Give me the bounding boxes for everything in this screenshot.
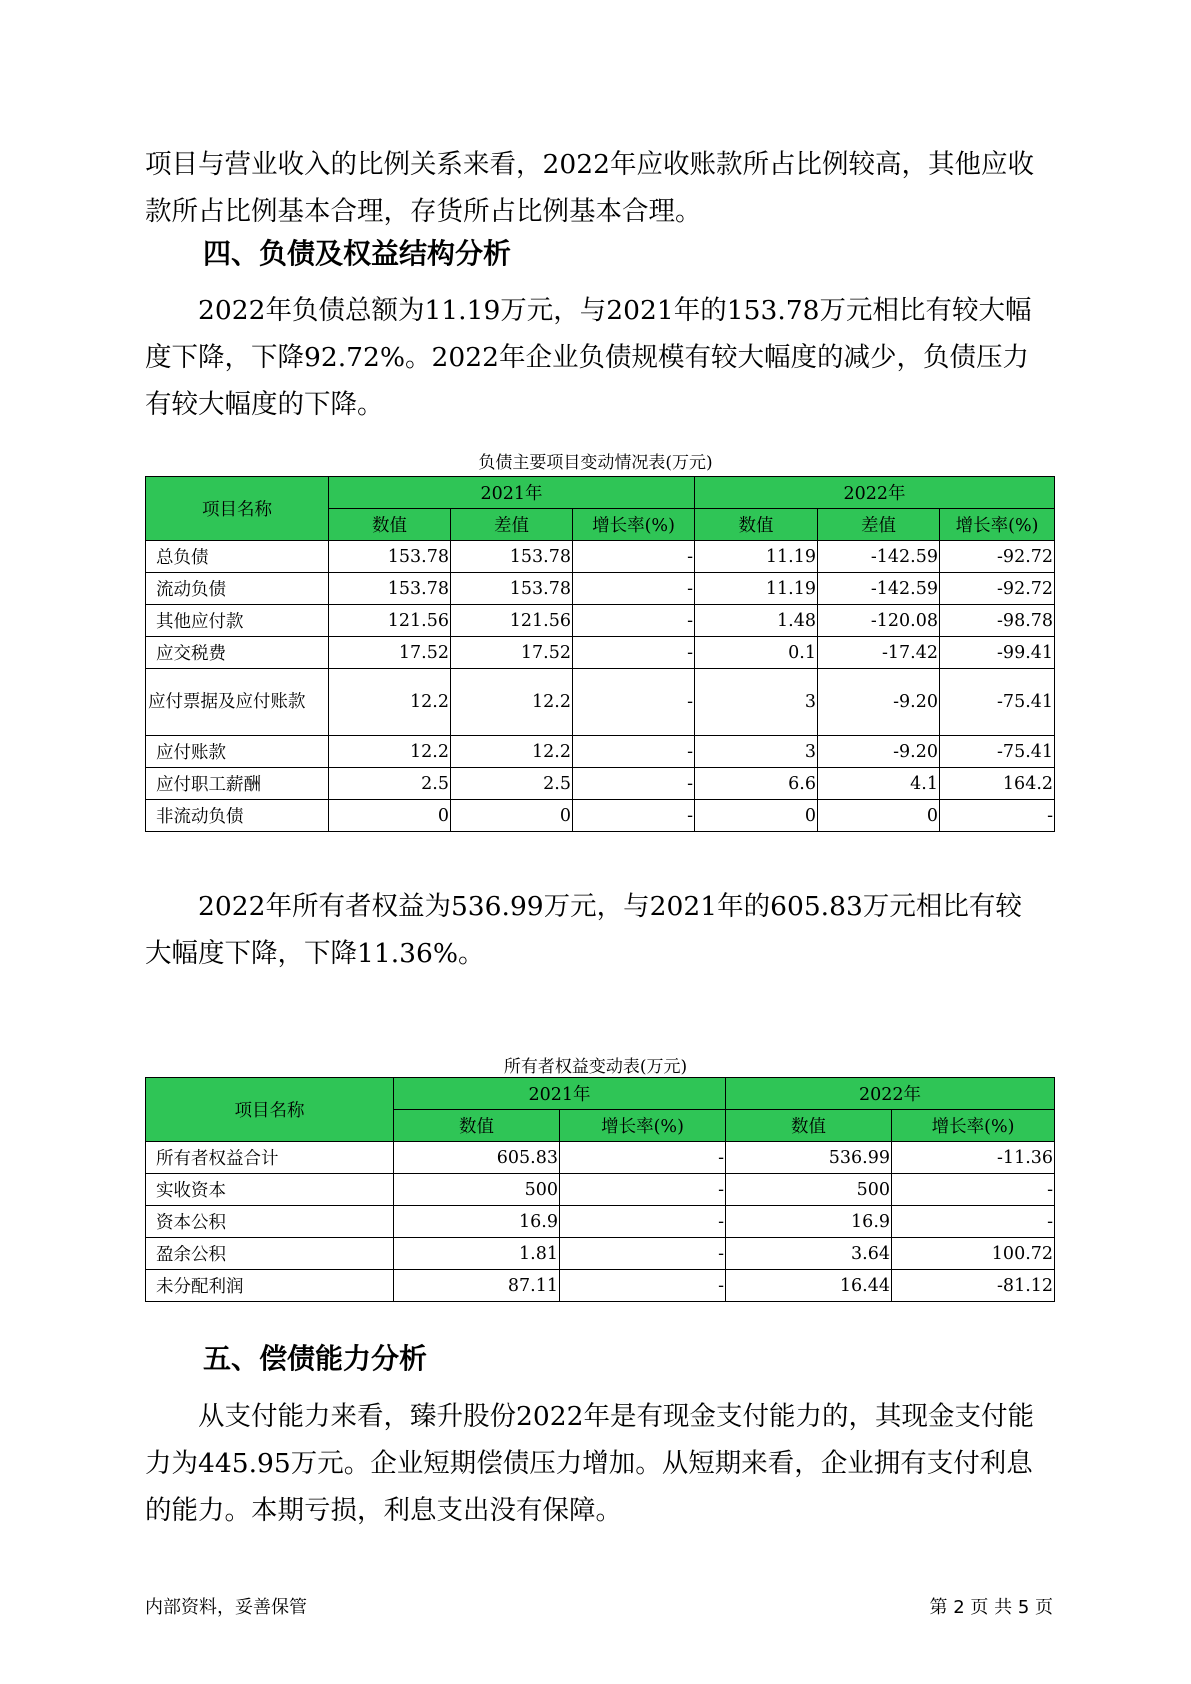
cell-value: - bbox=[573, 541, 695, 573]
cell-value: 1.81 bbox=[394, 1238, 560, 1270]
cell-value: -81.12 bbox=[892, 1270, 1055, 1302]
page-number: 第 2 页 共 5 页 bbox=[929, 1597, 1053, 1618]
row-label: 总负债 bbox=[146, 541, 329, 573]
table-row bbox=[146, 605, 1055, 637]
cell-value: - bbox=[573, 605, 695, 637]
cell-value: 3 bbox=[695, 669, 818, 736]
cell-value: 0.1 bbox=[695, 637, 818, 669]
cell-value: 153.78 bbox=[451, 541, 573, 573]
row-label: 所有者权益合计 bbox=[146, 1142, 394, 1174]
row-label: 流动负债 bbox=[146, 573, 329, 605]
liability-paragraph: 2022年负债总额为11.19万元，与2021年的153.78万元相比有较大幅度下降，下降92.72%。2022年企业负债规模有较大幅度的减少，负债压力有较大幅度的下降。 bbox=[145, 295, 1032, 420]
cell-value: 16.9 bbox=[394, 1206, 560, 1238]
cell-value: -120.08 bbox=[818, 605, 940, 637]
cell-value: 605.83 bbox=[394, 1142, 560, 1174]
column-header: 增长率(%) bbox=[892, 1110, 1055, 1142]
cell-value: 121.56 bbox=[451, 605, 573, 637]
cell-value: -142.59 bbox=[818, 573, 940, 605]
cell-value: 3.64 bbox=[726, 1238, 892, 1270]
row-label: 其他应付款 bbox=[146, 605, 329, 637]
cell-value: 1.48 bbox=[695, 605, 818, 637]
cell-value: -17.42 bbox=[818, 637, 940, 669]
cell-value: - bbox=[940, 800, 1055, 832]
liability-table-item-header: 项目名称 bbox=[146, 477, 329, 541]
cell-value: 500 bbox=[726, 1174, 892, 1206]
cell-value: 0 bbox=[329, 800, 451, 832]
table-row bbox=[146, 736, 1055, 768]
cell-value: 4.1 bbox=[818, 768, 940, 800]
cell-value: -92.72 bbox=[940, 573, 1055, 605]
cell-value: - bbox=[573, 736, 695, 768]
cell-value: -75.41 bbox=[940, 669, 1055, 736]
cell-value: 2.5 bbox=[329, 768, 451, 800]
row-label: 资本公积 bbox=[146, 1206, 394, 1238]
cell-value: 12.2 bbox=[329, 669, 451, 736]
column-header: 增长率(%) bbox=[940, 509, 1055, 541]
column-header: 增长率(%) bbox=[573, 509, 695, 541]
cell-value: - bbox=[573, 637, 695, 669]
cell-value: - bbox=[892, 1174, 1055, 1206]
cell-value: 11.19 bbox=[695, 541, 818, 573]
solvency-paragraph: 从支付能力来看，臻升股份2022年是有现金支付能力的，其现金支付能力为445.95万元。企业短期偿债压力增加。从短期来看，企业拥有支付利息的能力。本期亏损，利息支出没有保障。 bbox=[145, 1401, 1034, 1526]
cell-value: -98.78 bbox=[940, 605, 1055, 637]
cell-value: - bbox=[573, 800, 695, 832]
liability-table-year-row bbox=[146, 477, 1055, 509]
cell-value: 87.11 bbox=[394, 1270, 560, 1302]
cell-value: 3 bbox=[695, 736, 818, 768]
table-row bbox=[146, 637, 1055, 669]
column-header: 差值 bbox=[818, 509, 940, 541]
cell-value: - bbox=[560, 1270, 726, 1302]
table-row bbox=[146, 1142, 1055, 1174]
cell-value: 12.2 bbox=[329, 736, 451, 768]
row-label: 盈余公积 bbox=[146, 1238, 394, 1270]
cell-value: - bbox=[573, 669, 695, 736]
cell-value: 16.44 bbox=[726, 1270, 892, 1302]
table-row bbox=[146, 541, 1055, 573]
cell-value: 536.99 bbox=[726, 1142, 892, 1174]
cell-value: 6.6 bbox=[695, 768, 818, 800]
cell-value: 0 bbox=[695, 800, 818, 832]
table-row bbox=[146, 800, 1055, 832]
equity-table-item-header: 项目名称 bbox=[146, 1078, 394, 1142]
row-label: 应付账款 bbox=[146, 736, 329, 768]
equity-paragraph: 2022年所有者权益为536.99万元，与2021年的605.83万元相比有较大幅度下降，下降11.36%。 bbox=[145, 891, 1022, 969]
cell-value: 500 bbox=[394, 1174, 560, 1206]
cell-value: 17.52 bbox=[451, 637, 573, 669]
footer-confidential-note: 内部资料，妥善保管 bbox=[145, 1597, 307, 1618]
cell-value: -142.59 bbox=[818, 541, 940, 573]
table-row bbox=[146, 669, 1055, 736]
cell-value: - bbox=[560, 1206, 726, 1238]
intro-paragraph: 项目与营业收入的比例关系来看，2022年应收账款所占比例较高，其他应收款所占比例基本合理，存货所占比例基本合理。 bbox=[145, 149, 1034, 227]
cell-value: -9.20 bbox=[818, 669, 940, 736]
cell-value: 11.19 bbox=[695, 573, 818, 605]
cell-value: - bbox=[560, 1238, 726, 1270]
cell-value: 100.72 bbox=[892, 1238, 1055, 1270]
cell-value: 121.56 bbox=[329, 605, 451, 637]
table-row bbox=[146, 1174, 1055, 1206]
cell-value: -9.20 bbox=[818, 736, 940, 768]
cell-value: 0 bbox=[451, 800, 573, 832]
row-label: 非流动负债 bbox=[146, 800, 329, 832]
equity-table-year-2021: 2021年 bbox=[394, 1078, 726, 1110]
liability-table-year-2021: 2021年 bbox=[329, 477, 695, 509]
cell-value: - bbox=[892, 1206, 1055, 1238]
column-header: 数值 bbox=[394, 1110, 560, 1142]
cell-value: - bbox=[560, 1174, 726, 1206]
cell-value: 12.2 bbox=[451, 669, 573, 736]
cell-value: - bbox=[573, 768, 695, 800]
row-label: 应付职工薪酬 bbox=[146, 768, 329, 800]
cell-value: -11.36 bbox=[892, 1142, 1055, 1174]
equity-table-year-row bbox=[146, 1078, 1055, 1110]
cell-value: 153.78 bbox=[451, 573, 573, 605]
table-row bbox=[146, 1238, 1055, 1270]
cell-value: 153.78 bbox=[329, 541, 451, 573]
column-header: 差值 bbox=[451, 509, 573, 541]
liability-table-caption: 负债主要项目变动情况表(万元) bbox=[478, 453, 713, 473]
equity-table-year-2022: 2022年 bbox=[726, 1078, 1055, 1110]
column-header: 数值 bbox=[695, 509, 818, 541]
table-row bbox=[146, 1206, 1055, 1238]
cell-value: 16.9 bbox=[726, 1206, 892, 1238]
section-heading-solvency: 五、偿债能力分析 bbox=[203, 1342, 428, 1375]
row-label: 未分配利润 bbox=[146, 1270, 394, 1302]
cell-value: 164.2 bbox=[940, 768, 1055, 800]
column-header: 数值 bbox=[329, 509, 451, 541]
table-row bbox=[146, 573, 1055, 605]
equity-table-caption: 所有者权益变动表(万元) bbox=[503, 1057, 688, 1077]
cell-value: 0 bbox=[818, 800, 940, 832]
cell-value: -92.72 bbox=[940, 541, 1055, 573]
cell-value: -75.41 bbox=[940, 736, 1055, 768]
equity-table bbox=[145, 1077, 1055, 1302]
column-header: 增长率(%) bbox=[560, 1110, 726, 1142]
cell-value: - bbox=[573, 573, 695, 605]
cell-value: -99.41 bbox=[940, 637, 1055, 669]
cell-value: - bbox=[560, 1142, 726, 1174]
column-header: 数值 bbox=[726, 1110, 892, 1142]
liability-table bbox=[145, 476, 1055, 832]
table-row bbox=[146, 768, 1055, 800]
row-label: 应付票据及应付账款 bbox=[146, 669, 329, 736]
section-heading-liability-equity: 四、负债及权益结构分析 bbox=[203, 237, 512, 270]
liability-table-year-2022: 2022年 bbox=[695, 477, 1055, 509]
cell-value: 153.78 bbox=[329, 573, 451, 605]
cell-value: 17.52 bbox=[329, 637, 451, 669]
row-label: 应交税费 bbox=[146, 637, 329, 669]
table-row bbox=[146, 1270, 1055, 1302]
cell-value: 12.2 bbox=[451, 736, 573, 768]
row-label: 实收资本 bbox=[146, 1174, 394, 1206]
cell-value: 2.5 bbox=[451, 768, 573, 800]
